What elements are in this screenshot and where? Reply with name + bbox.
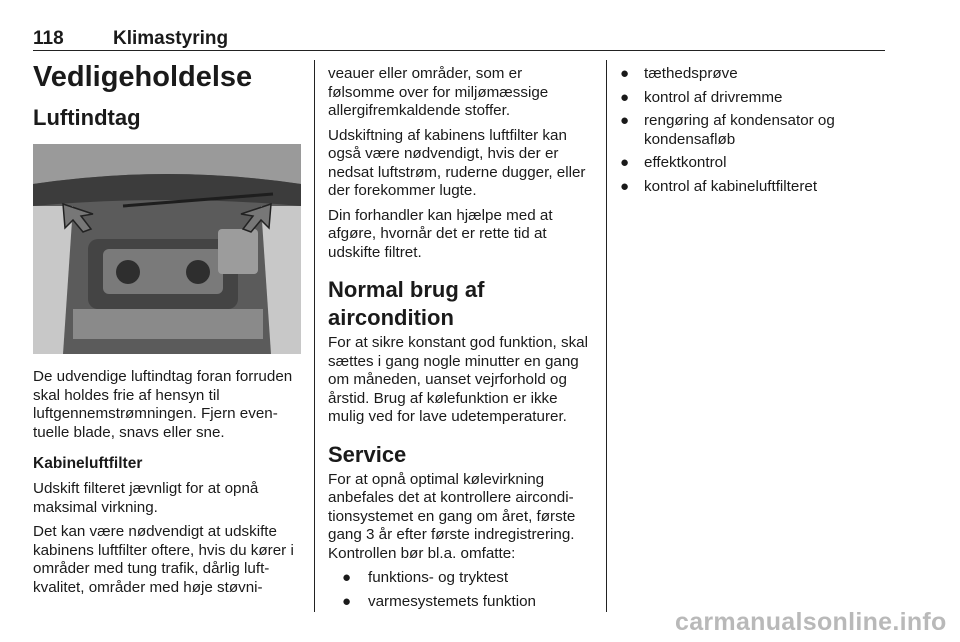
section-heading: Service [328, 441, 407, 467]
list-item: ● kontrol af kabineluftfilteret [620, 177, 818, 195]
column-2 [328, 60, 592, 616]
bullet-icon: ● [620, 65, 630, 82]
column-1 [33, 60, 301, 597]
paragraph: For at sikre konstant god funktion, skal sættes i gang nogle minutter en gang om måneden, uanset vejrforhold og årstid. Brug af kølefunktion er ikke mulig ved for lave udetemperaturer. [328, 334, 589, 425]
page-header [33, 26, 885, 51]
paragraph: Det kan være nødvendigt at udskifte kabinens luftfilter oftere, hvis du kører i områder med tung trafik, dårlig luftkvalitet, områder med høje støvni- [33, 523, 294, 596]
list-item: ● varmesystemets funktion [342, 592, 536, 610]
section-title: Vedligeholdelse [33, 61, 253, 93]
list-item: ● funktions- og tryktest [342, 569, 509, 586]
bullet-icon: ● [620, 88, 630, 106]
page-number: 118 [33, 28, 64, 49]
chapter-title: Klimastyring [113, 28, 229, 49]
list-item: ● tæthedsprøve [620, 65, 738, 82]
column-3 [618, 60, 886, 201]
paragraph: For at opnå optimal kølevirkning anbefales det at kontrollere airconditionsystemet en gang om året, første gang 3 år efter første indregistrering. Kontrollen bør bl.a. omfatte: [328, 470, 576, 562]
paragraph: De udvendige luftindtag foran forruden skal holdes frie af hensyn til luftgennemstrømningen. Fjern eventuelle blade, snavs eller sne. [33, 368, 293, 441]
bullet-icon: ● [620, 154, 630, 171]
engine-bay-photo [33, 144, 301, 354]
bullet-icon: ● [342, 569, 352, 586]
list-item: ● kontrol af drivremme [620, 88, 783, 106]
section-heading: Normal brug af aircondition [328, 277, 485, 330]
paragraph: Din forhandler kan hjælpe med at afgøre, hvornår det er rette tid at udskifte filtret. [328, 206, 553, 261]
service-list [328, 569, 592, 611]
engine-bay-illustration [33, 144, 301, 354]
paragraph: Udskift filteret jævnligt for at opnå maksimal virkning. [33, 480, 259, 516]
list-item: ● rengøring af kondensator og kondensafløb [620, 112, 835, 148]
service-list-continued [618, 65, 886, 196]
subsection-title: Luftindtag [33, 105, 141, 130]
column-divider-2 [606, 60, 607, 612]
watermark: carmanualsonline.info [675, 608, 947, 636]
bullet-icon: ● [620, 177, 630, 195]
subheading: Kabineluftfilter [33, 455, 143, 472]
column-divider-1 [314, 60, 315, 612]
bullet-icon: ● [620, 112, 630, 129]
bullet-icon: ● [342, 592, 352, 610]
list-item: ● effektkontrol [620, 154, 727, 171]
paragraph: veauer eller områder, som er følsomme over for miljømæssige allergifremkaldende stoffer. [328, 65, 549, 119]
paragraph: Udskiftning af kabinens luftfilter kan også være nødvendigt, hvis der er nedsat luftstrøm, ruderne dugger, eller der forekommer lugte. [328, 126, 586, 199]
